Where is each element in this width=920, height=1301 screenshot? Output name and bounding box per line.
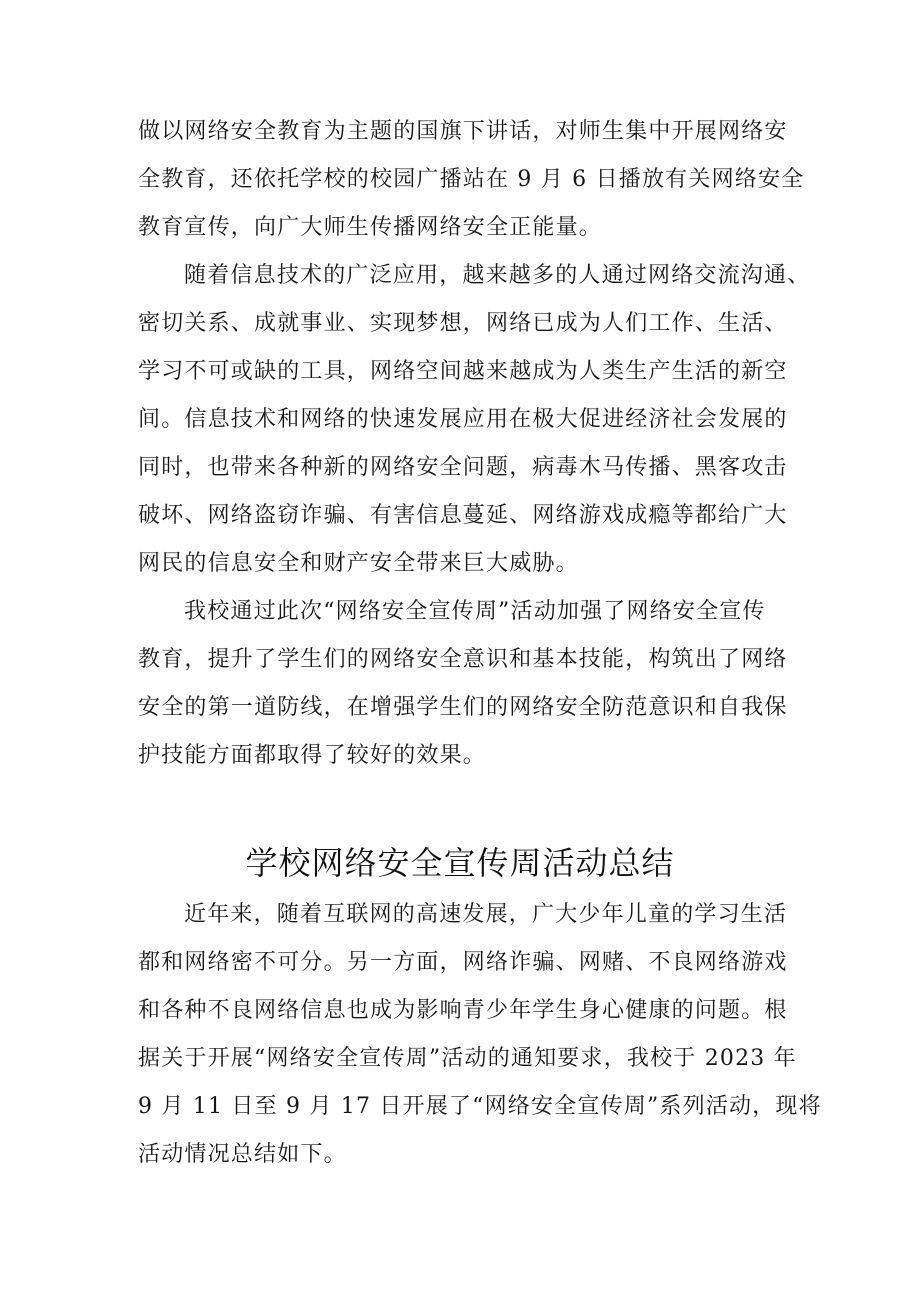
paragraph-line: 同时，也带来各种新的网络安全问题，病毒木马传播、黑客攻击 xyxy=(138,455,788,480)
paragraph-line: 教育宣传，向广大师生传播网络安全正能量。 xyxy=(138,215,603,240)
paragraph-line: 间。信息技术和网络的快速发展应用在极大促进经济社会发展的 xyxy=(138,407,788,432)
paragraph-line: 近年来，随着互联网的高速发展，广大少年儿童的学习生活 xyxy=(184,902,788,927)
paragraph-line: 安全的第一道防线，在增强学生们的网络安全防范意识和自我保 xyxy=(138,695,788,720)
paragraph-line: 网民的信息安全和财产安全带来巨大威胁。 xyxy=(138,551,579,576)
paragraph-line: 护技能方面都取得了较好的效果。 xyxy=(138,743,487,768)
paragraph-line: 破坏、网络盗窃诈骗、有害信息蔓延、网络游戏成瘾等都给广大 xyxy=(138,503,788,528)
paragraph-line: 教育，提升了学生们的网络安全意识和基本技能，构筑出了网络 xyxy=(138,647,788,672)
paragraph-line: 9 月 11 日至 9 月 17 日开展了“网络安全宣传周”系列活动，现将 xyxy=(138,1094,822,1119)
paragraph-line: 随着信息技术的广泛应用，越来越多的人通过网络交流沟通、 xyxy=(184,263,811,288)
paragraph-line: 密切关系、成就事业、实现梦想，网络已成为人们工作、生活、 xyxy=(138,311,788,336)
paragraph-line: 和各种不良网络信息也成为影响青少年学生身心健康的问题。根 xyxy=(138,998,788,1023)
paragraph-line: 我校通过此次“网络安全宣传周”活动加强了网络安全宣传 xyxy=(184,599,766,624)
paragraph-line: 做以网络安全教育为主题的国旗下讲话，对师生集中开展网络安 xyxy=(138,119,788,144)
section-title: 学校网络安全宣传周活动总结 xyxy=(245,844,675,882)
paragraph-line: 都和网络密不可分。另一方面，网络诈骗、网赌、不良网络游戏 xyxy=(138,950,788,975)
paragraph-line: 据关于开展“网络安全宣传周”活动的通知要求，我校于 2023 年 xyxy=(138,1046,797,1071)
paragraph-line: 全教育，还依托学校的校园广播站在 9 月 6 日播放有关网络安全 xyxy=(138,167,805,192)
paragraph-line: 学习不可或缺的工具，网络空间越来越成为人类生产生活的新空 xyxy=(138,359,788,384)
paragraph-line: 活动情况总结如下。 xyxy=(138,1142,347,1167)
